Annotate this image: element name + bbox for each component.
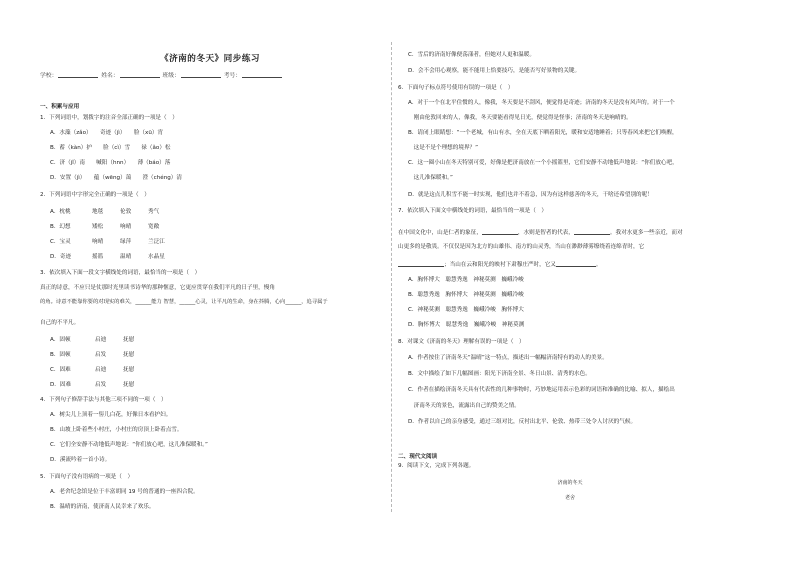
q2-b-3: 响晴 — [120, 224, 132, 230]
q5-option-a[interactable]: A．老舍纪念馆是位于丰富胡同 19 号的普通的一座四合院。 — [50, 489, 199, 495]
q2-d-2: 摇篮 — [92, 254, 104, 260]
q5-option-b[interactable]: B．温晴的济南，使济南人民幸来了欢乐。 — [50, 504, 155, 510]
q3-passage-line3: 自己的不平凡。 — [40, 320, 80, 326]
q2-option-d[interactable] — [50, 252, 165, 260]
q2-option-b[interactable] — [50, 222, 159, 230]
q3-passage-line2: 的角。诗意不能靠你要的对现实的难关，______能力 智慧，______心灵，让平凡的生命，身在抖腾，心向______，追寻属于 — [40, 299, 328, 305]
q2-a-4: 秀气 — [148, 209, 160, 215]
q6-option-a-line1[interactable]: A．对于一个在北平住惯的人，像我，冬天要是不刮风，便觉得是奇迹；济南的冬天是没有风声的。对于一个 — [408, 100, 675, 106]
q7-blank-4[interactable] — [556, 260, 596, 267]
q8-option-d[interactable]: D．作者以自己的亲身感受，通过三组对比，反衬出北平、伦敦、热带三处令人讨厌的气候。 — [408, 419, 637, 425]
q2-d-3: 温晴 — [120, 254, 132, 260]
q3-c-2: 启迪 — [95, 367, 107, 373]
q6-option-b-line2[interactable]: 这是不是个理想的境界？” — [408, 145, 479, 151]
q1-option-d[interactable]: D．安置（jì） 蕴（wēng）蔼 澄（chéng）清 — [50, 175, 182, 181]
q7-p1-c: 。我对水更多一些亲近，而对 — [609, 230, 683, 236]
q7-passage-line3 — [398, 260, 602, 269]
q3-d-1: D．固难 — [50, 382, 72, 388]
q5-option-c[interactable]: C．雪后的济南好像便荡漾者，但她对人更和温暖。 — [408, 52, 535, 58]
q3-d-3: 抚慰 — [123, 382, 135, 388]
class-label: 班级： — [162, 73, 180, 79]
student-info-line — [40, 70, 283, 79]
q8-option-b[interactable]: B．文中描绘了如下几幅图画：阳光下济南全景、冬日山景、清秀的水色。 — [408, 371, 591, 377]
q2-stem: 2．下列词语中字形完全正确的一项是（ ） — [40, 192, 150, 198]
q7-option-c[interactable]: C．神秘莫测 聪慧秀逸 巍峨冷峻 胸怀博大 — [408, 307, 524, 313]
column-divider — [391, 42, 392, 512]
q4-option-a[interactable]: A．树尖儿上顶着一髻儿白花，好像日本看护妇。 — [50, 412, 172, 418]
q8-stem: 8．对课文《济南的冬天》理解有误的一项是（ ） — [398, 339, 525, 345]
q8-option-a[interactable]: A．作者按住了济南冬天“温晴”这一特点，描述出一幅幅济南特有的动人的美景。 — [408, 355, 608, 361]
q9-stem: 9．阅读下文，完成下列各题。 — [398, 463, 475, 469]
q7-blank-3[interactable] — [398, 260, 444, 267]
q7-p1-b: ，水则是智者的代表， — [517, 230, 574, 236]
q2-b-4: 宽敞 — [148, 224, 160, 230]
q1-option-b[interactable]: B．蓄（kàn）护 脸（cì）雪 禄（ǎo）松 — [50, 145, 171, 151]
q2-option-a[interactable] — [50, 207, 159, 215]
q7-blank-2[interactable] — [574, 228, 610, 235]
id-blank[interactable] — [242, 71, 282, 78]
q7-passage-line1 — [398, 228, 683, 237]
q4-stem: 4．下列句子修辞手法与其他三项不同的一项（ ） — [40, 397, 167, 403]
name-blank[interactable] — [120, 71, 160, 78]
class-blank[interactable] — [181, 71, 221, 78]
q6-option-d[interactable]: D．就是这点儿积雪不能一时实现，他们也并不着急，因为有这样慈善的冬天，干啥还希望别的呢！ — [408, 192, 653, 198]
q4-option-c[interactable]: C．它们全安静不动地低声地说：“你们放心吧，这儿准保暖和。” — [50, 442, 208, 448]
q2-c-3: 绿萍 — [120, 239, 132, 245]
page-title: 《济南的冬天》同步练习 — [159, 54, 261, 64]
q7-p1-a: 在中国文化中，山是仁者的象征， — [398, 230, 482, 236]
q6-option-c-line2[interactable]: 这儿准保暖和。” — [408, 175, 453, 181]
q6-option-a-line2[interactable]: 刚由伦敦回来的人，像我，冬天要能看得见日光，便觉得是怪事；济南的冬天是响晴的。 — [408, 115, 632, 121]
q6-option-c-line1[interactable]: C．这一圈小山在冬天特别可爱，好像是把济南放在一个小摇篮里，它们安静不动地低声地说：“你们放心吧， — [408, 160, 678, 166]
q2-b-2: 矮松 — [92, 224, 104, 230]
q7-stem: 7．依次填入下面文中横线处的词语，最恰当的一项是（ ） — [398, 208, 547, 214]
id-label: 考号： — [223, 73, 242, 79]
school-label: 学校： — [40, 73, 58, 79]
q2-b-1: B．幻想 — [50, 224, 71, 230]
q7-blank-1[interactable] — [482, 228, 518, 235]
q1-option-a[interactable]: A．水藻（zǎo） 奇迹（jì） 脸（xū）宵 — [50, 130, 164, 136]
reading-title: 济南的冬天 — [557, 480, 583, 486]
q3-option-a[interactable] — [50, 335, 134, 343]
q1-option-c[interactable]: C．济（jǐ）南 喊阳（hnn） 薄（báo）落 — [50, 160, 171, 166]
school-blank[interactable] — [58, 71, 98, 78]
q3-c-3: 抚慰 — [123, 367, 135, 373]
q5-option-d[interactable]: D．会不会用心观察，能不能用上恰要技巧，是能否写好景物的关键。 — [408, 68, 581, 74]
q2-c-2: 响晴 — [92, 239, 104, 245]
name-label: 姓名： — [101, 73, 119, 79]
q6-stem: 6．下面句子标点符号使用有误的一项是（ ） — [398, 85, 514, 91]
q2-a-3: 伦敦 — [120, 209, 132, 215]
q3-stem: 3．依次填入下面一段文字横线处的词语，最恰当的一项是（ ） — [40, 270, 201, 276]
section2-heading: 二、现代文阅读 — [398, 454, 438, 460]
reading-author: 老舍 — [564, 495, 575, 501]
q3-b-1: B．固顿 — [50, 352, 71, 358]
q3-b-2: 启发 — [95, 352, 107, 358]
q8-option-c-line2[interactable]: 济南冬天的景色，流露出自己的赞美之情。 — [408, 403, 520, 409]
q4-option-d[interactable]: D．溪流吟着一首小诗。 — [50, 457, 111, 463]
q3-a-3: 抚慰 — [123, 337, 135, 343]
q2-c-1: C．宝灵 — [50, 239, 71, 245]
q7-option-b[interactable]: B．聪慧秀逸 胸怀博大 神秘莫测 巍峨冷峻 — [408, 292, 524, 298]
q2-d-4: 水晶星 — [148, 254, 165, 260]
q2-c-4: 兰泛江 — [148, 239, 165, 245]
q3-passage-line1: 真正的诗意，不应只是仗那时光里读书诗华的那种惬意，它更应贯穿在我们平凡的日子里，慢角 — [40, 285, 275, 291]
q4-option-b[interactable]: B．山坡上卧着些小村庄，小村庄的房顶上卧着点雪。 — [50, 427, 183, 433]
q8-option-c-line1[interactable]: C．作者在描绘济南冬天具有代表性的几种事物时，巧妙地运用表示色彩的词语和准确的比喻、拟人，描绘出 — [408, 387, 675, 393]
q7-p3-a: ；当山在云和阳光的映衬下肃穆庄严时，它又 — [444, 262, 556, 268]
q3-d-2: 启发 — [95, 382, 107, 388]
q2-option-c[interactable] — [50, 237, 165, 245]
q2-a-1: A．枕桃 — [50, 209, 71, 215]
q3-a-1: A．固顿 — [50, 337, 71, 343]
q7-p3-b: 。 — [595, 262, 602, 268]
q3-option-c[interactable] — [50, 365, 134, 373]
q1-stem: 1．下列词语中，划拨字的注音全部正确的一项是（ ） — [40, 115, 178, 121]
q3-option-b[interactable] — [50, 350, 134, 358]
q7-option-d[interactable]: D．胸怀博大 聪慧秀逸 巍峨冷峻 神秘莫测 — [408, 322, 525, 328]
q3-b-3: 抚慰 — [123, 352, 135, 358]
q2-a-2: 地毯 — [92, 209, 104, 215]
q7-passage-line2: 山更多的是敬畏。不仅仅是因为北方的山雄伟、南方的山灵秀，当山在渺渺薄雾缭绕着连绵青时，它 — [398, 244, 645, 250]
q3-option-d[interactable] — [50, 380, 134, 388]
q3-c-1: C．固难 — [50, 367, 71, 373]
q2-d-1: D．奇迹 — [50, 254, 72, 260]
section1-heading: 一、积累与应用 — [40, 104, 80, 110]
q3-a-2: 启迪 — [95, 337, 107, 343]
q6-option-b-line1[interactable]: B．请闭上眼睛想：“一个老城，有山有水，全在天底下晒着阳光，暖和安适地睡着；只等春风来把它们唤醒， — [408, 130, 678, 136]
q7-option-a[interactable]: A．胸怀博大 聪慧秀逸 神秘莫测 巍峨冷峻 — [408, 277, 524, 283]
q5-stem: 5．下面句子没有语病的一项是（ ） — [40, 474, 134, 480]
